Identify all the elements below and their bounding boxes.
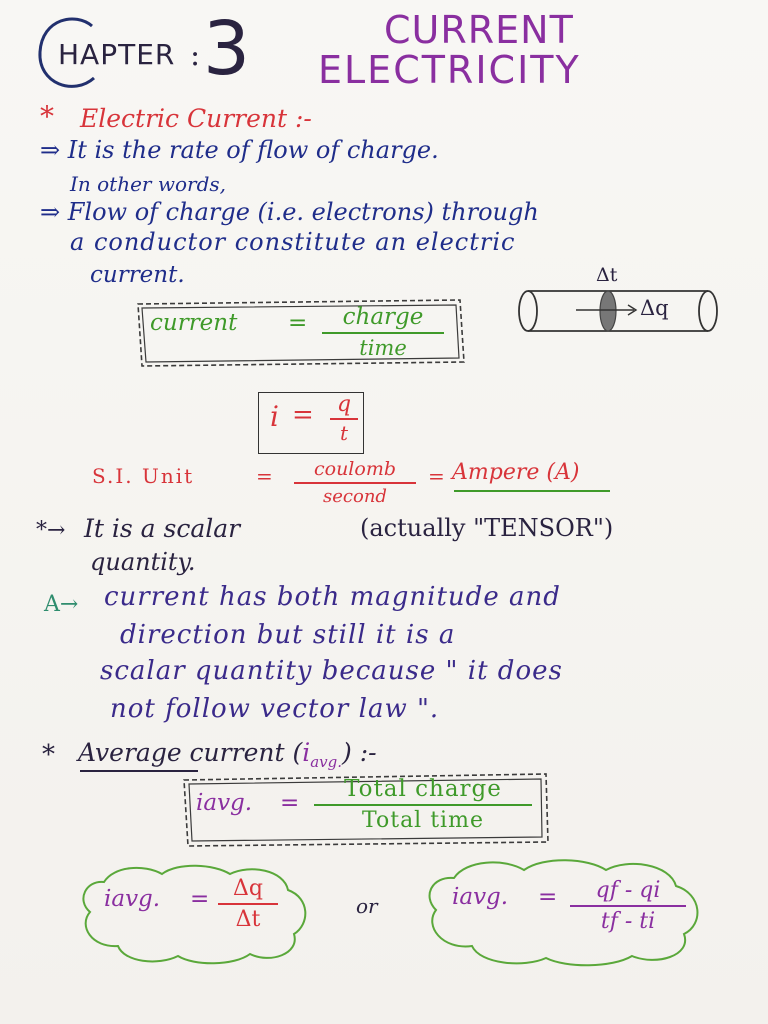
answer-note-line3: scalar quantity because " it does — [100, 656, 563, 686]
avg-heading-subscript: avg. — [310, 753, 343, 771]
formula4-numerator: Δq — [233, 876, 263, 901]
formula1-fraction — [322, 304, 444, 360]
or-word: or — [356, 894, 378, 918]
si-unit-result-underline — [452, 486, 614, 496]
si-unit-denominator: second — [323, 486, 387, 507]
answer-note-marker: A→ — [44, 592, 79, 617]
avg-heading-symbol: i — [302, 738, 311, 767]
chapter-number: 3 — [203, 6, 251, 92]
si-unit-eq2: = — [428, 464, 445, 488]
formula5-lhs: iavg. — [452, 884, 509, 910]
conductor-cylinder-diagram — [516, 284, 722, 340]
formula4-denominator: Δt — [235, 907, 261, 932]
section1-line3: ⇒ Flow of charge (i.e. electrons) through — [40, 198, 539, 226]
formula2-lhs: i — [270, 400, 279, 433]
si-unit-numerator: coulomb — [313, 458, 396, 480]
formula5-denominator: tf - ti — [600, 909, 656, 934]
formula3-denominator: Total time — [362, 808, 484, 833]
formula1-lhs: current — [150, 310, 238, 336]
formula2-denominator: t — [339, 421, 349, 445]
formula5-eq: = — [538, 884, 558, 910]
section1-line4: a conductor constitute an electric — [70, 228, 516, 256]
formula4-fraction — [218, 876, 278, 932]
si-unit-label: S.I. Unit — [92, 464, 195, 488]
formula3-lhs: iavg. — [196, 790, 253, 816]
formula2-numerator: q — [336, 392, 352, 417]
answer-note-line4: not follow vector law ". — [110, 694, 440, 724]
chapter-label: HAPTER — [58, 38, 176, 71]
answer-note-line2: direction but still it is a — [120, 620, 456, 650]
formula2-fraction — [330, 392, 358, 445]
formula4-eq: = — [190, 886, 210, 912]
formula2-eq: = — [292, 400, 314, 430]
title-line2: ELECTRICITY — [318, 48, 581, 92]
avg-bullet: * — [42, 740, 55, 770]
scalar-note-line2: quantity. — [90, 548, 196, 576]
formula1-numerator: charge — [342, 304, 424, 330]
section1-line1: ⇒ It is the rate of flow of charge. — [40, 136, 439, 164]
formula5-numerator: qf - qi — [595, 878, 661, 903]
formula3-numerator: Total charge — [344, 776, 502, 802]
si-unit-result: Ampere (A) — [452, 460, 580, 485]
title-line1: CURRENT — [384, 8, 574, 52]
scalar-note-line1a: It is a scalar — [84, 514, 241, 543]
section1-line2: In other words, — [70, 172, 226, 196]
scalar-note-marker: *→ — [36, 518, 66, 543]
formula4-cloud — [74, 862, 314, 966]
avg-heading-end: ) :- — [342, 738, 377, 767]
answer-note-line1: current has both magnitude and — [104, 582, 561, 612]
formula1-eq: = — [288, 310, 308, 336]
formula1-denominator: time — [359, 336, 407, 360]
formula3-eq: = — [280, 790, 300, 816]
section1-line5: current. — [90, 262, 185, 288]
si-unit-eq1: = — [256, 464, 273, 488]
chapter-separator: : — [190, 38, 201, 73]
delta-t-label: Δt — [596, 264, 618, 286]
formula3-fraction — [314, 776, 532, 833]
section1-heading: Electric Current :- — [80, 104, 312, 133]
si-unit-fraction — [294, 458, 416, 507]
avg-heading-text: Average current ( — [78, 738, 303, 767]
scalar-note-line1b: (actually "TENSOR") — [360, 514, 614, 542]
formula4-lhs: iavg. — [104, 886, 161, 912]
section1-bullet: * — [40, 100, 54, 133]
delta-q-label: Δq — [640, 296, 669, 320]
formula5-fraction — [570, 878, 686, 934]
